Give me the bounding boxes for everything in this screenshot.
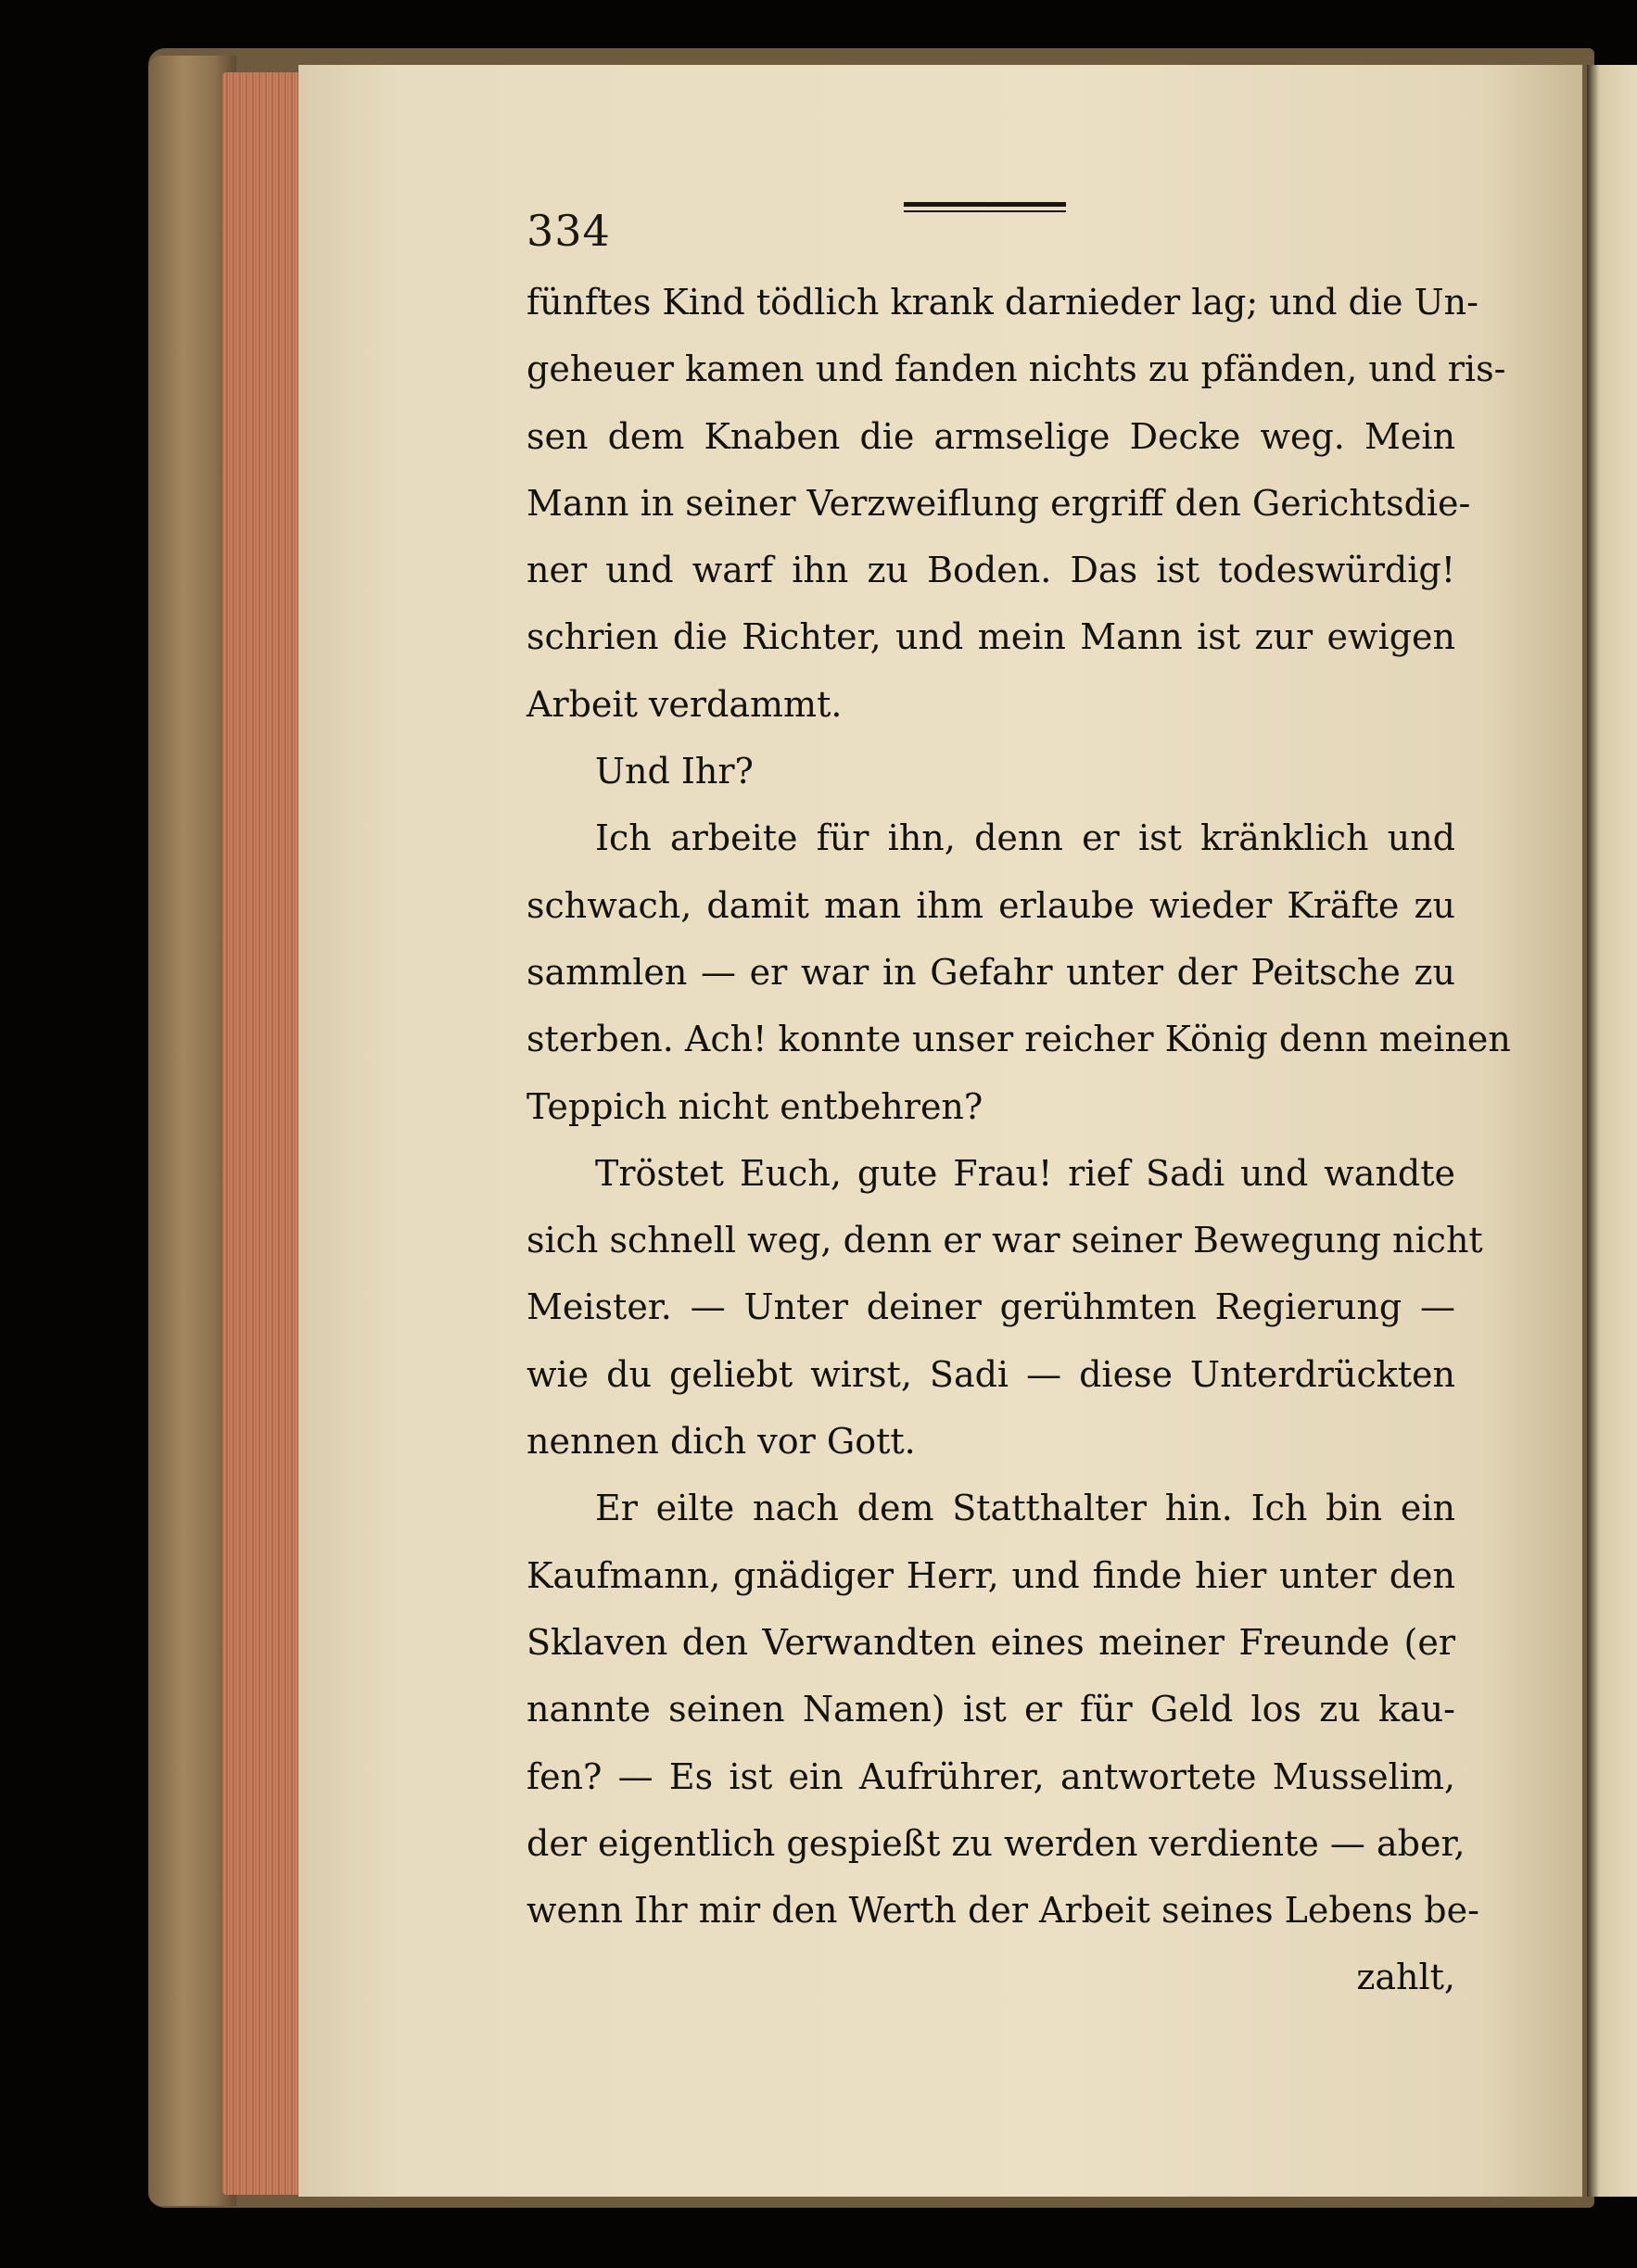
text-line: wie du geliebt wirst, Sadi — diese Unterdrückten <box>527 1353 1455 1395</box>
text-line: sterben. Ach! konnte unser reicher König denn meinen <box>527 1019 1511 1060</box>
body-text <box>527 269 1511 2011</box>
text-line: Meister. — Unter deiner gerühmten Regierung — <box>527 1286 1455 1328</box>
header-rule <box>904 202 1066 216</box>
text-line: nannte seinen Namen) ist er für Geld los zu kau- <box>527 1689 1455 1730</box>
facing-page-edge <box>1587 65 1637 2197</box>
text-line: Er eilte nach dem Statthalter hin. Ich bin ein <box>595 1488 1455 1529</box>
text-line: nennen dich vor Gott. <box>527 1421 916 1463</box>
text-line: sammlen — er war in Gefahr unter der Peitsche zu <box>527 951 1455 993</box>
text-line: Teppich nicht entbehren? <box>527 1085 983 1127</box>
page-edges <box>222 72 306 2195</box>
page-number: 334 <box>527 206 611 256</box>
text-line: Tröstet Euch, gute Frau! rief Sadi und wandte <box>595 1152 1455 1194</box>
text-line: Arbeit verdammt. <box>527 683 843 725</box>
text-line: Sklaven den Verwandten eines meiner Freunde (er <box>527 1621 1455 1663</box>
text-line: schwach, damit man ihm erlaube wieder Kräfte zu <box>527 884 1455 926</box>
text-line: wenn Ihr mir den Werth der Arbeit seines Lebens be- <box>527 1890 1479 1932</box>
text-line: ner und warf ihn zu Boden. Das ist todeswürdig! <box>527 550 1455 591</box>
text-line: Ich arbeite für ihn, denn er ist kränklich und <box>595 817 1455 859</box>
text-line: zahlt, <box>1356 1957 1455 1998</box>
text-line: fen? — Es ist ein Aufrührer, antwortete Musselim, <box>527 1755 1455 1797</box>
text-line: geheuer kamen und fanden nichts zu pfänden, und ris- <box>527 348 1506 390</box>
text-line: Mann in seiner Verzweiflung ergriff den Gerichtsdie- <box>527 482 1471 524</box>
text-line: sich schnell weg, denn er war seiner Bewegung nicht <box>527 1220 1483 1261</box>
text-line: der eigentlich gespießt zu werden verdiente — aber, <box>527 1822 1466 1864</box>
text-line: Und Ihr? <box>595 751 754 792</box>
text-line: Kaufmann, gnädiger Herr, und finde hier unter den <box>527 1554 1455 1596</box>
text-line: schrien die Richter, und mein Mann ist zur ewigen <box>527 616 1455 658</box>
text-line: fünftes Kind tödlich krank darnieder lag; und die Un- <box>527 282 1478 323</box>
text-line: sen dem Knaben die armselige Decke weg. Mein <box>527 415 1455 457</box>
